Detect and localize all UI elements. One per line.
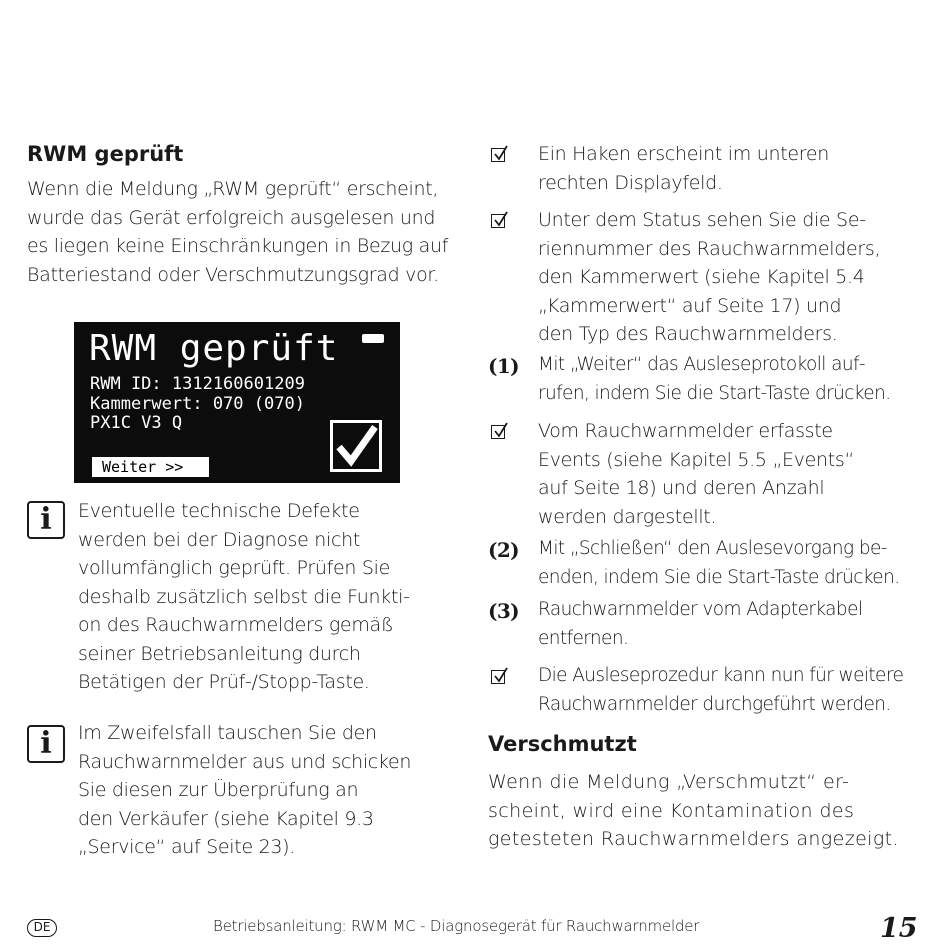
display-type: PX1C V3 Q: [90, 413, 183, 433]
display-weiter-button: Weiter >>: [92, 457, 209, 477]
page-footer: [0, 913, 950, 943]
checkbox-checked-icon: [491, 214, 505, 228]
outro-paragraph: Wenn die Meldung „Verschmutzt“ er- scheint, wird eine Kontamination des getesteten Rauchwarnmelders angezeigt.: [488, 771, 899, 850]
info-icon: i: [27, 501, 65, 539]
display-title: RWM geprüft: [89, 328, 339, 369]
step-number: (2): [488, 538, 520, 562]
section-heading-verschmutzt: Verschmutzt: [488, 732, 637, 756]
step-number: (1): [488, 354, 520, 378]
display-kammerwert: Kammerwert: 070 (070): [90, 394, 305, 414]
info-note-2-text: Im Zweifelsfall tauschen Sie den Rauchwarnmelder aus und schicken Sie diesen zur Überprüfung an den Verkäufer (siehe Kapitel 9.3 „Service“ auf Seite 23).: [78, 722, 412, 858]
footer-title: Betriebsanleitung: RWM MC - Diagnosegerät für Rauchwarnmelder: [213, 917, 700, 935]
checkbox-checked-icon: [491, 425, 505, 439]
device-display: [74, 322, 400, 483]
battery-icon: [362, 334, 384, 343]
language-badge: DE: [27, 919, 57, 937]
checkbox-checked-icon: [491, 148, 505, 162]
display-rwm-id: RWM ID: 1312160601209: [90, 374, 305, 394]
left-column: [27, 140, 457, 289]
page-number: 15: [880, 913, 918, 944]
display-check-icon: [330, 420, 382, 472]
info-icon: i: [27, 725, 65, 763]
intro-paragraph: Wenn die Meldung „RWM geprüft“ erscheint, wurde das Gerät erfolgreich ausgelesen und es liegen keine Einschränkungen in Bezug auf Batteriestand oder Verschmutzungsgrad vor.: [27, 178, 449, 286]
section-heading-rwm-geprueft: RWM geprüft: [27, 142, 184, 166]
checkbox-checked-icon: [491, 670, 505, 684]
info-note-1-text: Eventuelle technische Defekte werden bei der Diagnose nicht vollumfänglich geprüft. Prüfen Sie deshalb zusätzlich selbst die Funkti- on des Rauchwarnmelders gemäß seiner Betriebsanleitung durch Betätigen der Prüf-/Stopp-Taste.: [78, 500, 410, 693]
step-number: (3): [488, 599, 520, 623]
